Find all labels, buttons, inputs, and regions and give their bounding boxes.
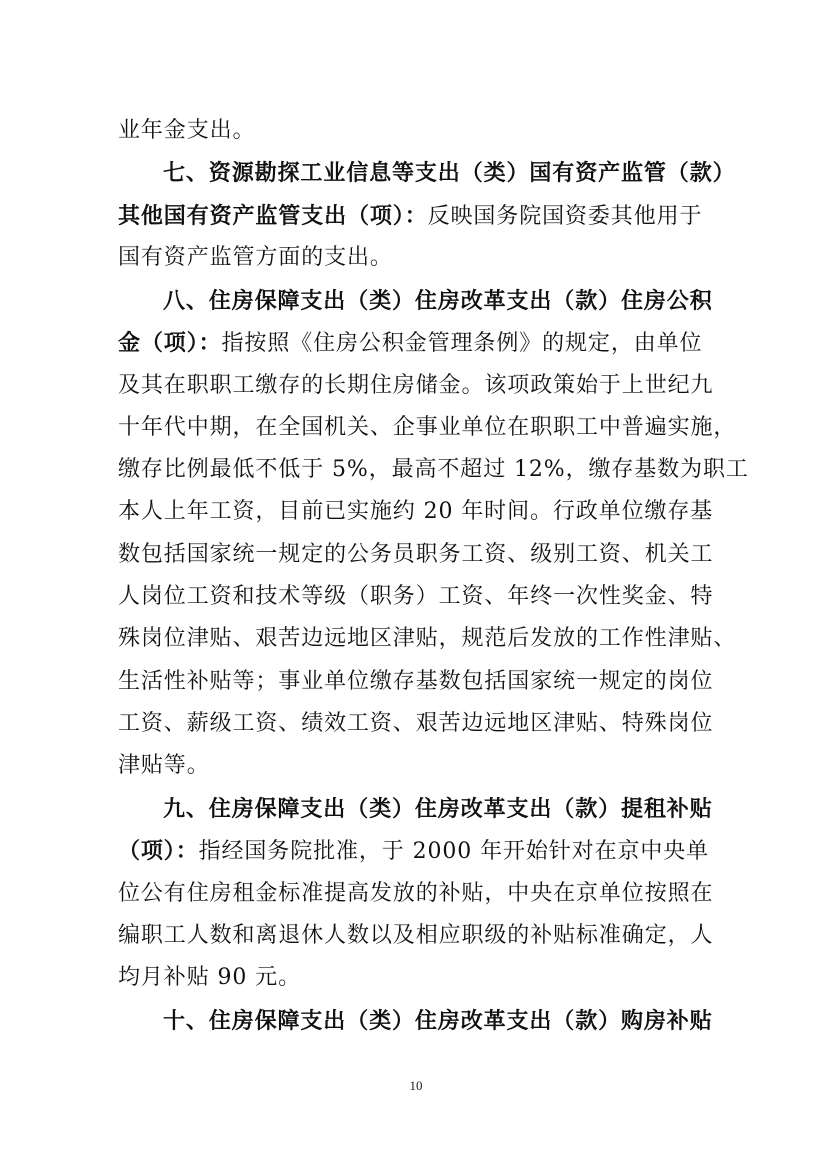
line-text: 编职工人数和离退休人数以及相应职级的补贴标准确定，人 [118,923,714,948]
line-text: 生活性补贴等；事业单位缴存基数包括国家统一规定的岗位 [118,669,714,694]
line-text: 殊岗位津贴、艰苦边远地区津贴，规范后发放的工作性津贴、 [118,626,737,651]
section-heading-8 [163,286,713,317]
page-number: 10 [409,1078,423,1093]
line-text: 本人上年工资，目前已实施约 20 年时间。行政单位缴存基 [118,499,714,524]
line-text: 均月补贴 90 元。 [118,965,301,990]
line-text: 反映国务院国资委其他用于 [427,204,703,229]
text-line [118,116,692,146]
text-line [118,413,737,443]
text-line [118,371,714,401]
line-text: 十年代中期，在全国机关、企事业单位在职职工中普遍实施， [118,415,737,440]
section-heading-7 [163,158,736,189]
line-text: 七、资源勘探工业信息等支出（类）国有资产监管（款） [163,160,736,186]
text-line [118,624,737,654]
line-text: 八、住房保障支出（类）住房改革支出（款）住房公积 [163,288,713,314]
line-text: 及其在职职工缴存的长期住房储金。该项政策始于上世纪九 [118,373,714,398]
line-text: 九、住房保障支出（类）住房改革支出（款）提租补贴 [163,796,713,822]
line-text: 十、住房保障支出（类）住房改革支出（款）购房补贴 [163,1008,713,1034]
text-line [118,709,714,739]
text-line [118,963,692,993]
line-text: 津贴等。 [118,753,210,778]
line-text: 缴存比例最低不低于 5%，最高不超过 12%，缴存基数为职工 [118,457,749,482]
text-line [118,201,703,232]
text-line [118,921,714,951]
text-line [118,836,710,867]
line-text: 工资、薪级工资、绩效工资、艰苦边远地区津贴、特殊岗位 [118,711,714,736]
text-line [118,328,703,359]
text-line [118,879,714,909]
line-text: （项）： [118,838,199,864]
text-line [118,455,749,485]
text-line [118,751,692,781]
line-text: 其他国有资产监管支出（项）： [118,203,428,229]
line-text: 指按照《住房公积金管理条例》的规定，由单位 [221,331,703,356]
section-heading-10 [163,1006,713,1037]
line-text: 数包括国家统一规定的公务员职务工资、级别工资、机关工 [118,542,714,567]
line-text: 人岗位工资和技术等级（职务）工资、年终一次性奖金、特 [118,584,714,609]
text-line [118,667,714,697]
text-line [118,243,692,273]
section-heading-9 [163,794,713,825]
line-text: 位公有住房租金标准提高发放的补贴，中央在京单位按照在 [118,881,714,906]
text-line [118,582,714,612]
text-line [118,497,714,527]
line-text: 指经国务院批准，于 2000 年开始针对在京中央单 [198,839,710,864]
line-text: 国有资产监管方面的支出。 [118,245,393,270]
line-text: 金（项）： [118,330,222,356]
line-text: 业年金支出。 [118,118,256,143]
text-line [118,540,714,570]
